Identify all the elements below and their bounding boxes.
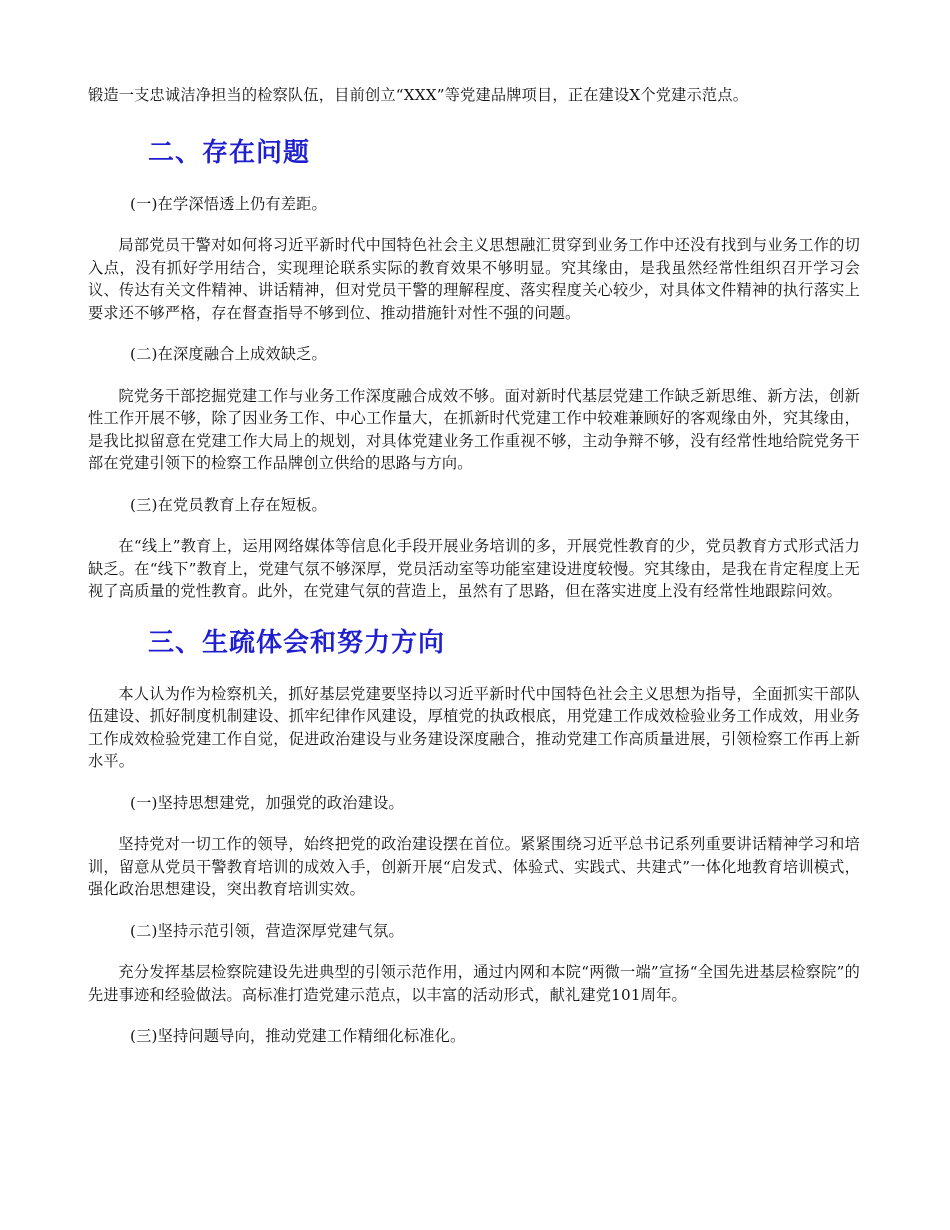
problem-1-body: 局部党员干警对如何将习近平新时代中国特色社会主义思想融汇贯穿到业务工作中还没有找到与业务工作的切入点，没有抓好学用结合，实现理论联系实际的教育效果不够明显。究其缘由，是我虽然经常性组织召开学习会议、传达有关文件精神、讲话精神，但对党员干警的理解程度、落实程度关心较少，对具体文件精神的执行落实上要求还不够严格，存在督查指导不够到位、推动措施针对性不强的问题。 bbox=[88, 236, 860, 322]
problem-1-title: (一)在学深悟透上仍有差距。 bbox=[130, 194, 327, 213]
problem-2-title: (二)在深度融合上成效缺乏。 bbox=[130, 345, 327, 363]
intro-paragraph-tail: 锻造一支忠诚洁净担当的检察队伍，目前创立“XXX”等党建品牌项目，正在建设X个党建示范点。 bbox=[88, 86, 749, 104]
document-page bbox=[88, 84, 860, 1048]
direction-1-title: (一)坚持思想建党，加强党的政治建设。 bbox=[130, 793, 404, 812]
direction-2-body: 充分发挥基层检察院建设先进典型的引领示范作用，通过内网和本院“两微一端”宣扬“全国先进基层检察院”的先进事迹和经验做法。高标准打造党建示范点，以丰富的活动形式，献礼建党101周年。 bbox=[88, 963, 860, 1004]
direction-2-title: (二)坚持示范引领，营造深厚党建气氛。 bbox=[130, 921, 404, 940]
problem-3-title: (三)在党员教育上存在短板。 bbox=[130, 495, 327, 514]
direction-1-body: 坚持党对一切工作的领导，始终把党的政治建设摆在首位。紧紧围绕习近平总书记系列重要讲话精神学习和培训，留意从党员干警教育培训的成效入手，创新开展“启发式、体验式、实践式、共建式”一体化地教育培训模式，强化政治思想建设，突出教育培训实效。 bbox=[88, 835, 860, 898]
problem-3-body: 在“线上”教育上，运用网络媒体等信息化手段开展业务培训的多，开展党性教育的少，党员教育方式形式活力缺乏。在“线下”教育上，党建气氛不够深厚，党员活动室等功能室建设进度较慢。究其缘由，是我在肯定程度上无视了高质量的党性教育。此外，在党建气氛的营造上，虽然有了思路，但在落实进度上没有经常性地跟踪问效。 bbox=[88, 537, 860, 600]
section-heading-direction: 三、生疏体会和努力方向 bbox=[148, 627, 446, 658]
problem-2-body: 院党务干部挖掘党建工作与业务工作深度融合成效不够。面对新时代基层党建工作缺乏新思维、新方法，创新性工作开展不够，除了因业务工作、中心工作量大，在抓新时代党建工作中较难兼顾好的客观缘由外，究其缘由，是我比拟留意在党建工作大局上的规划，对具体党建业务工作重视不够，主动争辩不够，没有经常性地给院党务干部在党建引领下的检察工作品牌创立供给的思路与方向。 bbox=[88, 386, 860, 472]
section-heading-problems: 二、存在问题 bbox=[148, 137, 311, 168]
direction-3-title: (三)坚持问题导向，推动党建工作精细化标准化。 bbox=[130, 1027, 466, 1045]
direction-intro-body: 本人认为作为检察机关，抓好基层党建要坚持以习近平新时代中国特色社会主义思想为指导，全面抓实干部队伍建设、抓好制度机制建设、抓牢纪律作风建设，厚植党的执政根底，用党建工作成效检验业务工作成效，用业务工作成效检验党建工作自觉，促进政治建设与业务建设深度融合，推动党建工作高质量进展，引领检察工作再上新水平。 bbox=[88, 684, 860, 770]
